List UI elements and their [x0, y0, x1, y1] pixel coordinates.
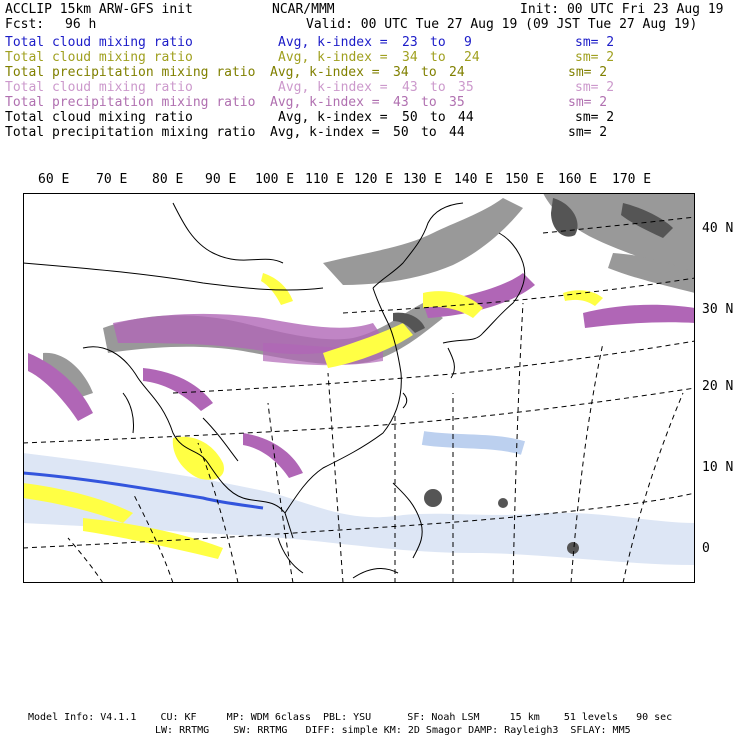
forecast-hour: 96 h — [65, 17, 97, 32]
longitude-label: 120 E — [354, 172, 394, 187]
legend-k-to: 44 — [458, 110, 474, 125]
longitude-label: 70 E — [96, 172, 128, 187]
legend-to: to — [421, 95, 437, 110]
legend-k-from: 23 — [402, 35, 418, 50]
legend-k-to: 9 — [464, 35, 472, 50]
longitude-label: 110 E — [305, 172, 345, 187]
legend-sm: sm= 2 — [575, 110, 615, 125]
latitude-label: 40 N — [702, 221, 734, 236]
legend-k-from: 43 — [393, 95, 409, 110]
legend-sm: sm= 2 — [568, 65, 608, 80]
longitude-label: 130 E — [403, 172, 443, 187]
latitude-label: 0 — [702, 541, 710, 556]
legend-k-from: 43 — [402, 80, 418, 95]
legend-avg: Avg, k-index = — [270, 65, 380, 80]
legend-avg: Avg, k-index = — [278, 110, 388, 125]
forecast-label: Fcst: — [5, 17, 45, 32]
init-time: Init: 00 UTC Fri 23 Aug 19 — [520, 2, 724, 17]
longitude-label: 160 E — [558, 172, 598, 187]
legend-k-to: 24 — [449, 65, 465, 80]
legend-k-to: 35 — [449, 95, 465, 110]
model-title: ACCLIP 15km ARW-GFS init — [5, 2, 193, 17]
legend-field: Total precipitation mixing ratio — [5, 95, 256, 110]
legend-avg: Avg, k-index = — [278, 80, 388, 95]
legend-k-to: 24 — [464, 50, 480, 65]
longitude-label: 100 E — [255, 172, 295, 187]
forecast-map — [23, 193, 695, 583]
legend-k-from: 50 — [402, 110, 418, 125]
legend-k-to: 44 — [449, 125, 465, 140]
legend-avg: Avg, k-index = — [270, 125, 380, 140]
legend-field: Total precipitation mixing ratio — [5, 125, 256, 140]
legend-k-to: 35 — [458, 80, 474, 95]
legend-to: to — [430, 80, 446, 95]
legend-k-from: 34 — [402, 50, 418, 65]
legend-sm: sm= 2 — [575, 50, 615, 65]
legend-field: Total precipitation mixing ratio — [5, 65, 256, 80]
latitude-label: 20 N — [702, 379, 734, 394]
legend-field: Total cloud mixing ratio — [5, 35, 193, 50]
model-info-line1: Model Info: V4.1.1 CU: KF MP: WDM 6class PBL: YSU SF: Noah LSM 15 km 51 levels 90 sec — [28, 712, 673, 723]
longitude-label: 170 E — [612, 172, 652, 187]
longitude-label: 60 E — [38, 172, 70, 187]
longitude-label: 90 E — [205, 172, 237, 187]
legend-avg: Avg, k-index = — [270, 95, 380, 110]
legend-field: Total cloud mixing ratio — [5, 80, 193, 95]
legend-to: to — [430, 35, 446, 50]
legend-field: Total cloud mixing ratio — [5, 50, 193, 65]
organization-label: NCAR/MMM — [272, 2, 335, 17]
legend-sm: sm= 2 — [575, 35, 615, 50]
model-info-line2: LW: RRTMG SW: RRTMG DIFF: simple KM: 2D Smagor DAMP: Rayleigh3 SFLAY: MM5 — [155, 725, 631, 736]
legend-avg: Avg, k-index = — [278, 35, 388, 50]
legend-k-from: 34 — [393, 65, 409, 80]
legend-to: to — [430, 50, 446, 65]
legend-field: Total cloud mixing ratio — [5, 110, 193, 125]
latitude-label: 10 N — [702, 460, 734, 475]
legend-to: to — [421, 65, 437, 80]
longitude-label: 140 E — [454, 172, 494, 187]
longitude-label: 150 E — [505, 172, 545, 187]
legend-sm: sm= 2 — [568, 125, 608, 140]
legend-sm: sm= 2 — [575, 80, 615, 95]
valid-time: Valid: 00 UTC Tue 27 Aug 19 (09 JST Tue 27 Aug 19) — [306, 17, 698, 32]
legend-k-from: 50 — [393, 125, 409, 140]
legend-sm: sm= 2 — [568, 95, 608, 110]
legend-avg: Avg, k-index = — [278, 50, 388, 65]
longitude-label: 80 E — [152, 172, 184, 187]
legend-to: to — [421, 125, 437, 140]
legend-to: to — [430, 110, 446, 125]
latitude-label: 30 N — [702, 302, 734, 317]
